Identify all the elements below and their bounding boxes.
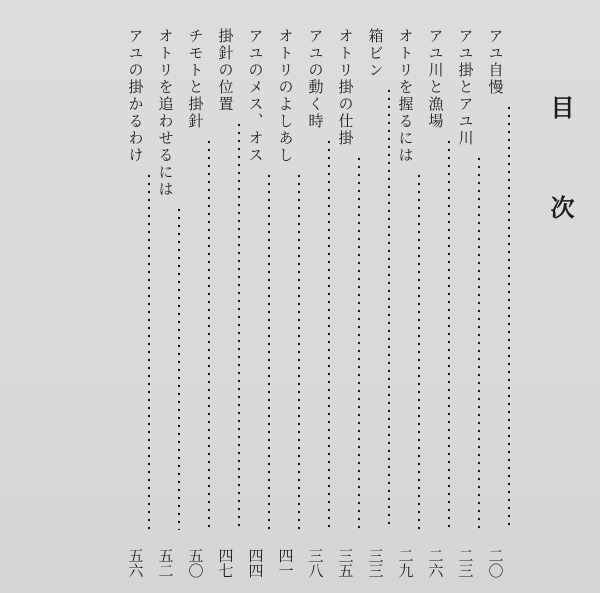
toc-entry-title: チモトと掛針 bbox=[186, 28, 205, 130]
toc-entry-page: 四四 bbox=[246, 548, 265, 578]
toc-entry-page: 三五 bbox=[336, 548, 355, 578]
toc-entry[interactable] bbox=[150, 28, 180, 578]
toc-entry-title: 箱ビン bbox=[366, 28, 385, 79]
dot-leader bbox=[480, 104, 510, 530]
toc-entry-page: 五〇 bbox=[186, 548, 205, 578]
toc-entry-page: 二三 bbox=[456, 548, 475, 578]
toc-entry-title: 掛針の位置 bbox=[216, 28, 235, 113]
toc-entry-page: 四一 bbox=[276, 548, 295, 578]
toc-entry[interactable] bbox=[120, 28, 150, 578]
toc-entry[interactable] bbox=[270, 28, 300, 578]
toc-entry-title: アユのメス、オス bbox=[246, 28, 265, 164]
toc-entry-title: オトリを追わせるには bbox=[156, 28, 175, 198]
toc-heading: 目次 bbox=[546, 95, 575, 295]
toc-entry-title: アユの動く時 bbox=[306, 28, 325, 130]
toc-entry[interactable] bbox=[300, 28, 330, 578]
toc-entry[interactable] bbox=[240, 28, 270, 578]
toc-entry-page: 二九 bbox=[396, 548, 415, 578]
toc-entry-title: オトリ掛の仕掛 bbox=[336, 28, 355, 147]
toc-entry-title: アユの掛かるわけ bbox=[126, 28, 145, 164]
dot-leader bbox=[330, 155, 360, 530]
dot-leader bbox=[180, 138, 210, 530]
dot-leader bbox=[420, 138, 450, 530]
toc-entry-title: アユ掛とアユ川 bbox=[456, 28, 475, 147]
toc-entry-page: 二〇 bbox=[486, 548, 505, 578]
toc-entry[interactable] bbox=[210, 28, 240, 578]
dot-leader bbox=[210, 121, 240, 530]
toc-entry[interactable] bbox=[180, 28, 210, 578]
toc-entry-page: 三三 bbox=[366, 548, 385, 578]
toc-entry[interactable] bbox=[390, 28, 420, 578]
toc-entry-page: 二六 bbox=[426, 548, 445, 578]
toc-entry-page: 四七 bbox=[216, 548, 235, 578]
toc-entry[interactable] bbox=[360, 28, 390, 578]
dot-leader bbox=[360, 87, 390, 530]
table-of-contents bbox=[120, 28, 510, 578]
toc-entry-title: アユ川と漁場 bbox=[426, 28, 445, 130]
toc-entry[interactable] bbox=[450, 28, 480, 578]
toc-entry-title: アユ自慢 bbox=[486, 28, 505, 96]
dot-leader bbox=[450, 155, 480, 530]
dot-leader bbox=[240, 172, 270, 530]
toc-entry-title: オトリを握るには bbox=[396, 28, 415, 164]
dot-leader bbox=[120, 172, 150, 530]
dot-leader bbox=[390, 172, 420, 530]
toc-entry-page: 三八 bbox=[306, 548, 325, 578]
toc-entry[interactable] bbox=[330, 28, 360, 578]
toc-entry-page: 五二 bbox=[156, 548, 175, 578]
dot-leader bbox=[270, 172, 300, 530]
toc-entry[interactable] bbox=[480, 28, 510, 578]
toc-entry[interactable] bbox=[420, 28, 450, 578]
toc-entry-title: オトリのよしあし bbox=[276, 28, 295, 164]
dot-leader bbox=[150, 206, 180, 530]
dot-leader bbox=[300, 138, 330, 530]
toc-entry-page: 五六 bbox=[126, 548, 145, 578]
